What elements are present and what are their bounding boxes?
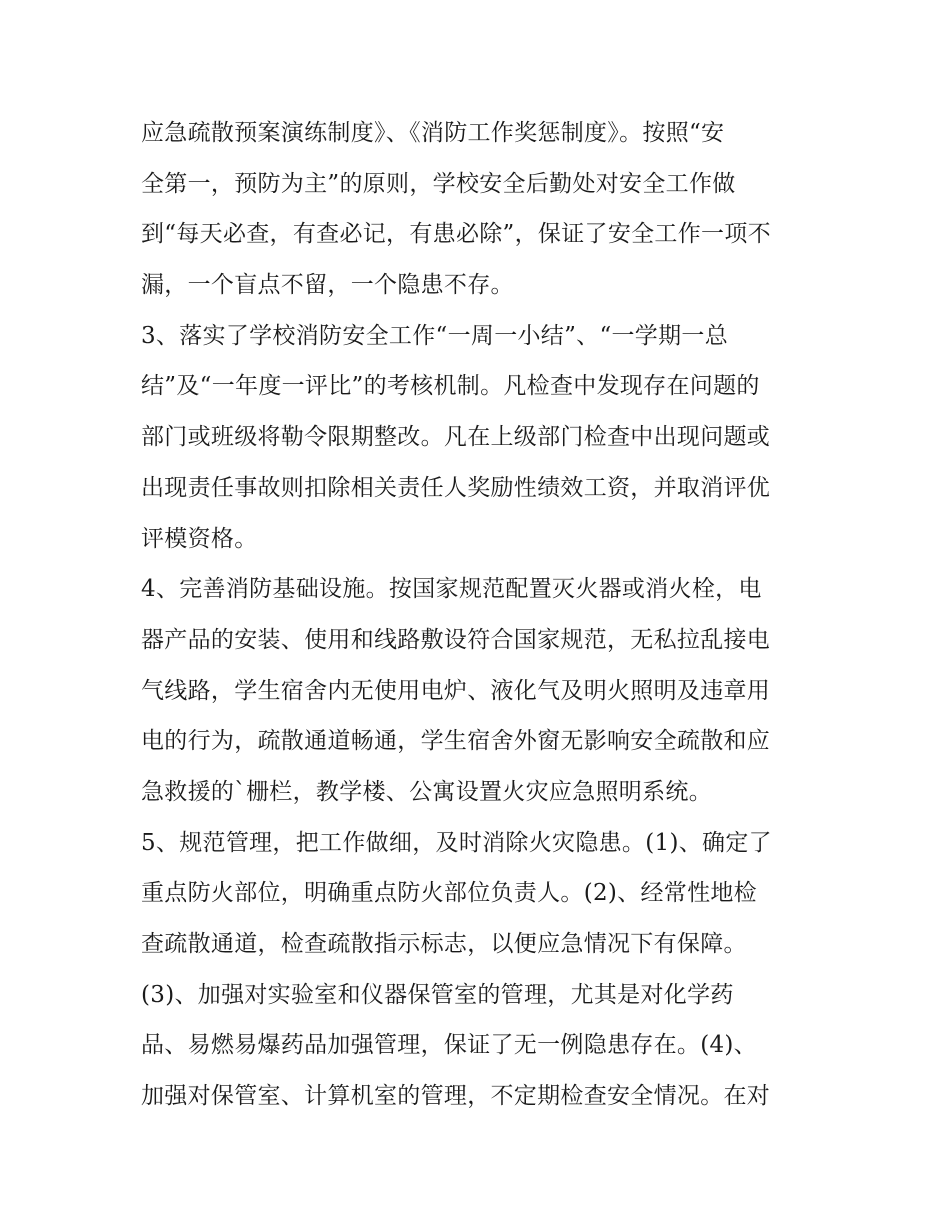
body-text (141, 108, 841, 1122)
text-line: 评模资格。 (141, 525, 258, 552)
text-line: 查疏散通道，检查疏散指示标志，以便应急情况下有保障。 (141, 931, 747, 957)
text-line: 4、完善消防基础设施。按国家规范配置灭火器或消火栓，电 (141, 576, 762, 603)
text-line: 重点防火部位，明确重点防火部位负责人。(2)、经常性地检 (141, 880, 757, 907)
text-line: 出现责任事故则扣除相关责任人奖励性绩效工资，并取消评优 (141, 474, 771, 501)
text-line: 5、规范管理，把工作做细，及时消除火灾隐患。(1)、确定了 (141, 829, 772, 856)
text-line: 电的行为，疏散通道畅通，学生宿舍外窗无影响安全疏散和应 (141, 728, 771, 755)
text-line: 应急疏散预案演练制度》、《消防工作奖惩制度》。按照“安 (141, 120, 725, 146)
text-line: (3)、加强对实验室和仪器保管室的管理，尤其是对化学药 (141, 981, 734, 1008)
text-line: 3、落实了学校消防安全工作“一周一小结”、“一学期一总 (141, 322, 729, 349)
text-line: 急救援的`栅栏，教学楼、公寓设置火灾应急照明系统。 (141, 778, 712, 805)
text-line: 全第一，预防为主”的原则，学校安全后勤处对安全工作做 (141, 170, 736, 197)
text-line: 结”及“一年度一评比”的考核机制。凡检查中发现存在问题的 (141, 373, 760, 400)
text-line: 部门或班级将勒令限期整改。凡在上级部门检查中出现问题或 (141, 424, 771, 451)
text-line: 品、易燃易爆药品加强管理，保证了无一例隐患存在。(4)、 (141, 1032, 757, 1059)
text-line: 器产品的安装、使用和线路敷设符合国家规范，无私拉乱接电 (141, 626, 771, 653)
text-line: 气线路，学生宿舍内无使用电炉、液化气及明火照明及违章用 (141, 677, 771, 704)
text-line: 到“每天必查，有查必记，有患必除”，保证了安全工作一项不 (141, 221, 771, 248)
text-line: 漏，一个盲点不留，一个隐患不存。 (141, 272, 514, 299)
text-line: 加强对保管室、计算机室的管理，不定期检查安全情况。在对 (141, 1083, 771, 1110)
